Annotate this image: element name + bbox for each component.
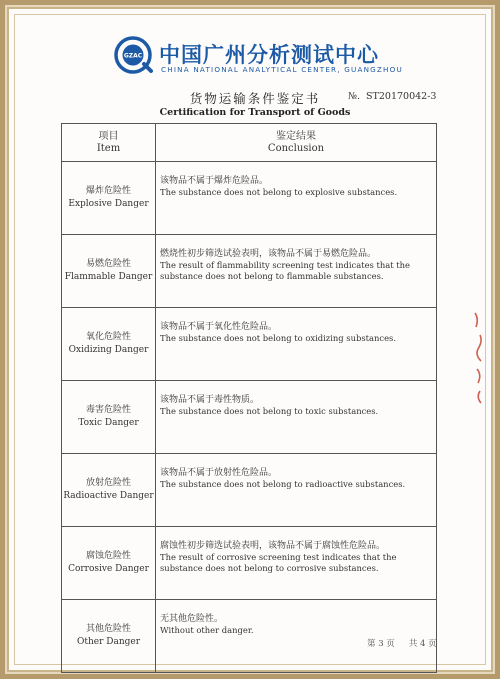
item-name-cn: 爆炸危险性 <box>85 186 131 196</box>
item-name-en: Corrosive Danger <box>68 564 149 574</box>
item-header-cn: 项目 <box>98 130 119 142</box>
conclusion-cell <box>156 162 437 235</box>
document-number-label: №. <box>348 91 361 102</box>
item-name-cn: 毒害危险性 <box>85 405 131 415</box>
item-name-en: Toxic Danger <box>78 418 139 428</box>
item-cell <box>62 162 156 235</box>
conclusion-header-cn: 鉴定结果 <box>276 130 316 142</box>
conclusion-cell <box>156 454 437 527</box>
item-name-en: Other Danger <box>76 637 141 647</box>
item-column-header <box>62 124 156 162</box>
item-cell <box>62 527 156 600</box>
item-name-en: Explosive Danger <box>68 199 149 209</box>
conclusion-cell <box>156 600 437 673</box>
document-number-value: ST20170042-3 <box>366 91 437 102</box>
certification-table <box>61 123 437 673</box>
page-current: 第 3 页 <box>367 639 395 649</box>
item-name-cn: 易燃危险性 <box>85 259 131 269</box>
page-footer <box>367 637 451 649</box>
table-row-toxic <box>62 381 437 454</box>
org-name-en: CHINA NATIONAL ANALYTICAL CENTER, GUANGZHOU <box>161 65 403 74</box>
conclusion-cn: 燃烧性初步筛选试验表明，该物品不属于易燃危险品。 <box>160 249 377 259</box>
item-name-cn: 腐蚀危险性 <box>85 551 131 561</box>
conclusion-cn: 该物品不属于毒性物质。 <box>160 395 260 405</box>
table-row-corrosive <box>62 527 437 600</box>
conclusion-en: Without other danger. <box>160 625 254 635</box>
table-row-other <box>62 600 437 673</box>
document-number <box>348 91 436 102</box>
item-cell <box>62 454 156 527</box>
table-row-flammable <box>62 235 437 308</box>
seal-fragment <box>471 305 487 415</box>
org-name-cn: 中国广州分析测试中心 <box>159 43 379 67</box>
conclusion-en: The substance does not belong to radioactive substances. <box>160 479 406 489</box>
table-header-row <box>62 124 437 162</box>
conclusion-en: The substance does not belong to oxidizing substances. <box>160 333 397 343</box>
conclusion-cn: 该物品不属于爆炸危险品。 <box>160 176 269 186</box>
conclusion-cn: 该物品不属于放射性危险品。 <box>160 468 278 478</box>
conclusion-cn: 该物品不属于氧化性危险品。 <box>160 322 278 332</box>
conclusion-cell <box>156 527 437 600</box>
table-row-explosive <box>62 162 437 235</box>
conclusion-en: The substance does not belong to toxic substances. <box>160 406 379 416</box>
conclusion-cn: 无其他危险性。 <box>160 614 224 624</box>
table-row-radioactive <box>62 454 437 527</box>
document-title-cn: 货物运输条件鉴定书 <box>189 91 321 106</box>
item-name-cn: 其他危险性 <box>85 624 131 634</box>
page-total: 共 4 页 <box>408 639 437 649</box>
table-row-oxidizing <box>62 308 437 381</box>
item-name-cn: 氧化危险性 <box>85 332 131 342</box>
item-name-en: Flammable Danger <box>64 272 153 282</box>
conclusion-en: The result of corrosive screening test indicates that the substance does not belong to corrosive substances. <box>160 552 397 573</box>
conclusion-cell <box>156 235 437 308</box>
conclusion-cell <box>156 308 437 381</box>
item-header-en: Item <box>96 142 121 154</box>
organization-logo <box>113 35 153 75</box>
item-cell <box>62 235 156 308</box>
item-name-cn: 放射危险性 <box>85 478 131 488</box>
conclusion-cn: 腐蚀性初步筛选试验表明，该物品不属于腐蚀性危险品。 <box>160 541 386 551</box>
item-cell <box>62 381 156 454</box>
item-name-en: Oxidizing Danger <box>68 345 149 355</box>
item-cell <box>62 308 156 381</box>
item-name-en: Radioactive Danger <box>63 491 154 501</box>
document-title-en: Certification for Transport of Goods <box>159 107 351 118</box>
item-cell <box>62 600 156 673</box>
conclusion-column-header <box>156 124 437 162</box>
conclusion-header-en: Conclusion <box>267 142 325 154</box>
conclusion-cell <box>156 381 437 454</box>
conclusion-en: The substance does not belong to explosive substances. <box>160 187 398 197</box>
logo-text: GZAC <box>123 52 143 60</box>
conclusion-en: The result of flammability screening test indicates that the substance does not belong to flammable substances. <box>160 260 410 281</box>
